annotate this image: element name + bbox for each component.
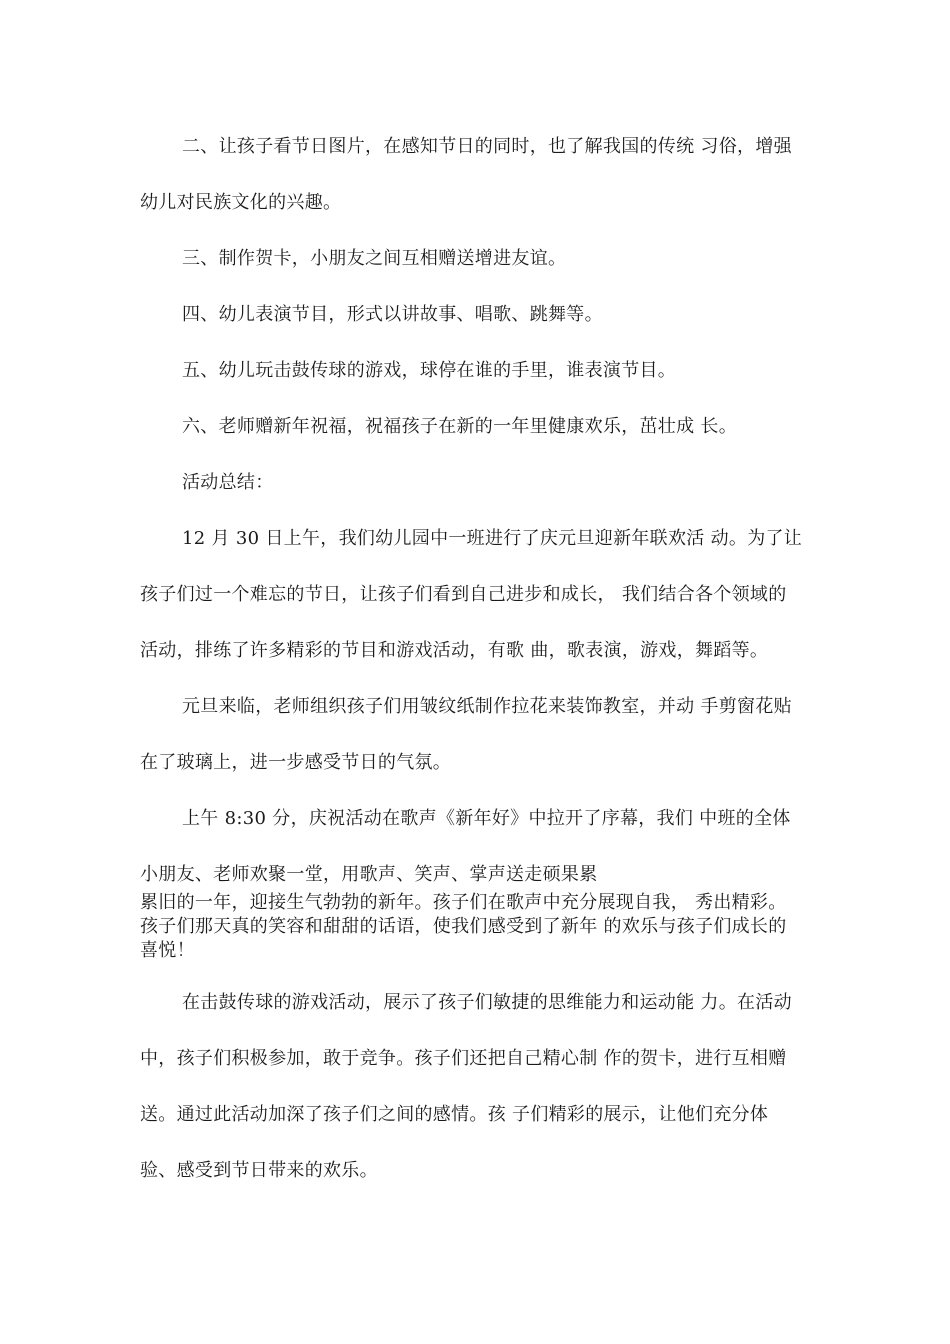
paragraph-line: 在击鼓传球的游戏活动，展示了孩子们敏捷的思维能力和运动能 力。在活动	[182, 992, 792, 1013]
paragraph-line: 五、幼儿玩击鼓传球的游戏，球停在谁的手里，谁表演节目。	[182, 360, 677, 381]
section-heading: 活动总结：	[182, 472, 274, 493]
paragraph-line: 三、制作贺卡，小朋友之间互相赠送增进友谊。	[182, 248, 567, 269]
paragraph-line: 在了玻璃上，进一步感受节日的气氛。	[140, 752, 452, 773]
paragraph-line: 二、让孩子看节日图片，在感知节日的同时，也了解我国的传统 习俗，增强	[182, 136, 792, 157]
paragraph-line: 元旦来临，老师组织孩子们用皱纹纸制作拉花来装饰教室，并动 手剪窗花贴	[182, 696, 792, 717]
paragraph-line: 小朋友、老师欢聚一堂，用歌声、笑声、掌声送走硕果累	[140, 864, 598, 885]
paragraph-line: 活动，排练了许多精彩的节目和游戏活动，有歌 曲，歌表演，游戏，舞蹈等。	[140, 640, 769, 661]
paragraph-line: 中，孩子们积极参加，敢于竞争。孩子们还把自己精心制 作的贺卡，进行互相赠	[140, 1048, 787, 1069]
paragraph-line: 上午 8:30 分，庆祝活动在歌声《新年好》中拉开了序幕，我们 中班的全体	[182, 808, 791, 829]
paragraph-line: 验、感受到节日带来的欢乐。	[140, 1160, 378, 1181]
paragraph-line: 六、老师赠新年祝福，祝福孩子在新的一年里健康欢乐，茁壮成 长。	[182, 416, 738, 437]
paragraph-line: 幼儿对民族文化的兴趣。	[140, 192, 342, 213]
paragraph-line: 12 月 30 日上午，我们幼儿园中一班进行了庆元旦迎新年联欢活 动。为了让	[182, 528, 803, 549]
paragraph-line: 孩子们那天真的笑容和甜甜的话语，使我们感受到了新年 的欢乐与孩子们成长的	[140, 916, 787, 937]
paragraph-line: 孩子们过一个难忘的节日，让孩子们看到自己进步和成长， 我们结合各个领域的	[140, 584, 787, 605]
paragraph-line: 送。通过此活动加深了孩子们之间的感情。孩 子们精彩的展示，让他们充分体	[140, 1104, 769, 1125]
paragraph-line: 累旧的一年，迎接生气勃勃的新年。孩子们在歌声中充分展现自我， 秀出精彩。	[140, 892, 787, 913]
paragraph-line: 四、幼儿表演节目，形式以讲故事、唱歌、跳舞等。	[182, 304, 603, 325]
paragraph-line: 喜悦！	[140, 940, 195, 961]
